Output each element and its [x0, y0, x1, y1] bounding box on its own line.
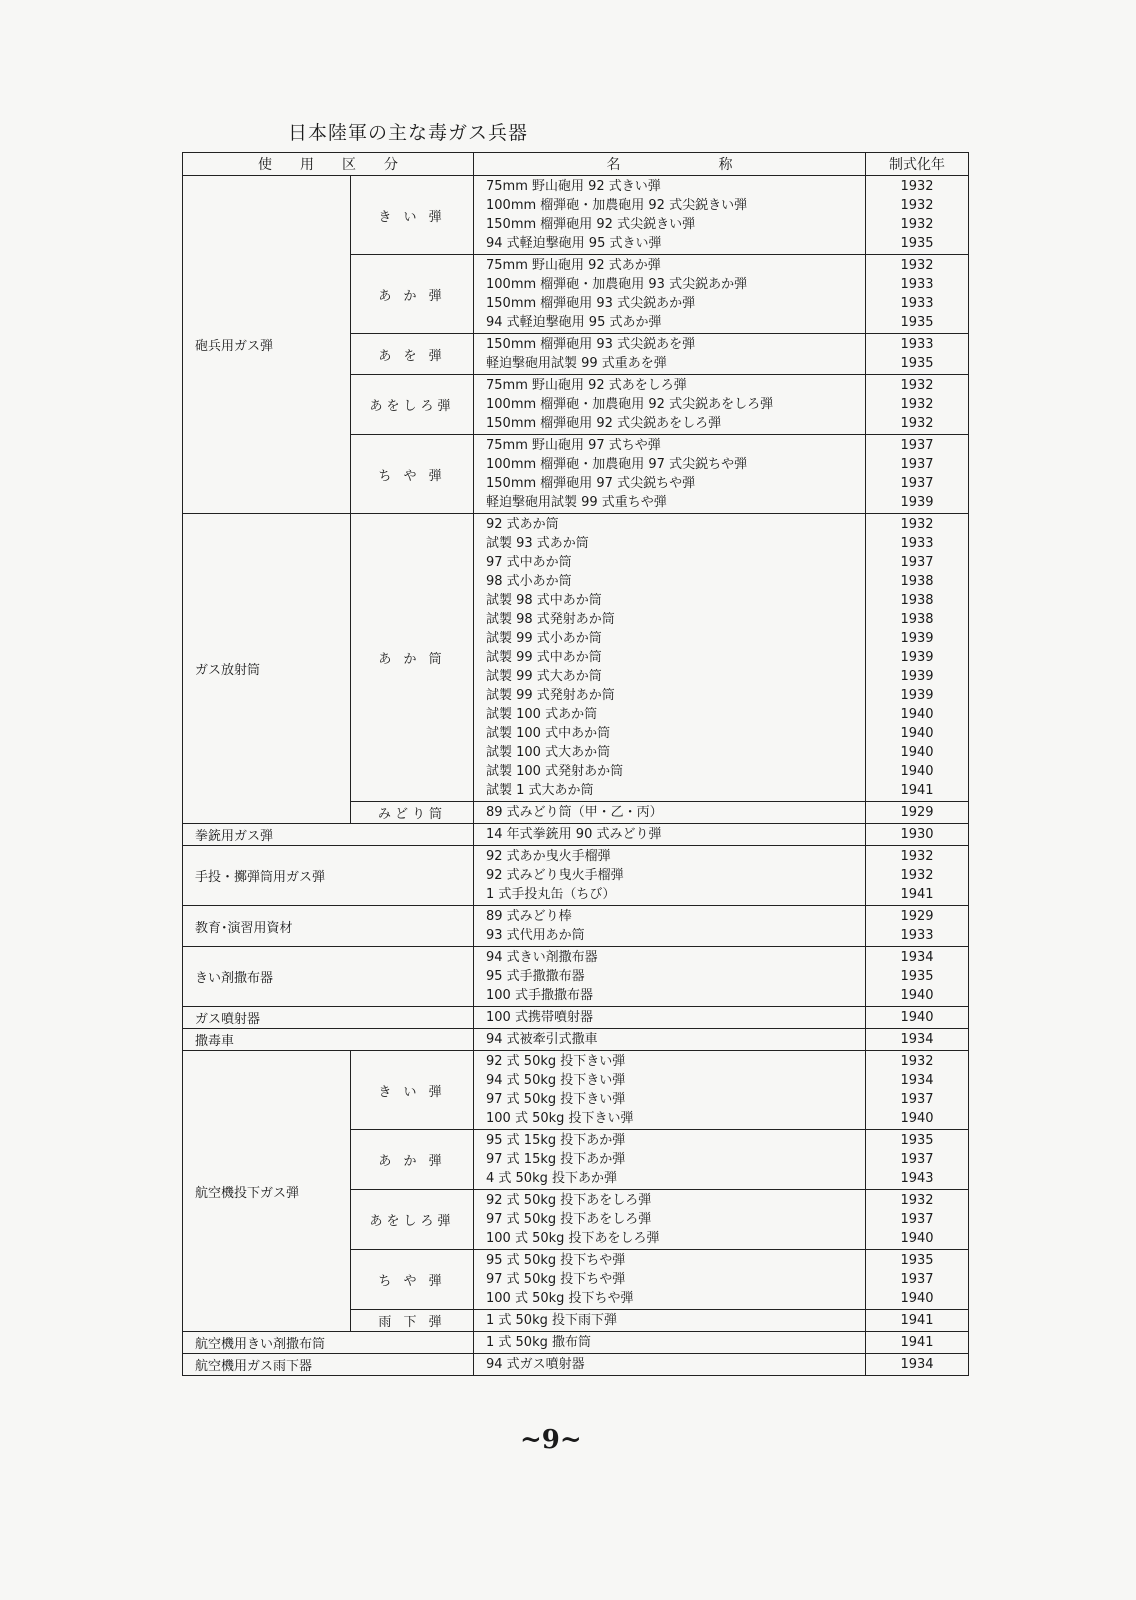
adoption-year: 1933	[900, 277, 934, 292]
weapon-names-cell	[474, 846, 866, 906]
weapon-name: 89 式みどり筒（甲・乙・丙）	[486, 805, 663, 820]
adoption-year: 1933	[900, 536, 934, 551]
weapons-table-container	[182, 152, 969, 1376]
years-cell	[866, 435, 969, 514]
weapon-names-cell	[474, 1029, 866, 1051]
weapon-names-cell	[474, 1051, 866, 1130]
years-cell	[866, 906, 969, 947]
adoption-year: 1932	[900, 258, 934, 273]
adoption-year: 1937	[900, 1272, 934, 1287]
weapon-name: 100 式 50kg 投下きい弾	[486, 1111, 634, 1126]
years-cell	[866, 802, 969, 824]
years-cell	[866, 1051, 969, 1130]
weapon-names-cell	[474, 1310, 866, 1332]
weapon-name: 試製 100 式中あか筒	[486, 726, 611, 741]
adoption-year: 1940	[900, 1231, 934, 1246]
years-cell	[866, 1354, 969, 1376]
weapon-name: 94 式ガス噴射器	[486, 1357, 585, 1372]
header-name: 名 称	[474, 153, 866, 176]
weapon-name: 1 式手投丸缶（ちび）	[486, 887, 616, 902]
weapon-names-cell	[474, 1354, 866, 1376]
weapon-name: 試製 100 式大あか筒	[486, 745, 611, 760]
adoption-year: 1940	[900, 1291, 934, 1306]
adoption-year: 1929	[900, 909, 934, 924]
subcategory-cell: あ か 弾	[351, 255, 474, 334]
weapon-names-cell	[474, 947, 866, 1007]
years-cell	[866, 514, 969, 802]
weapon-name: 89 式みどり棒	[486, 909, 572, 924]
subcategory-cell: あ か 筒	[351, 514, 474, 802]
weapon-name: 試製 98 式中あか筒	[486, 593, 602, 608]
adoption-year: 1932	[900, 849, 934, 864]
years-cell	[866, 1310, 969, 1332]
weapon-name: 試製 99 式小あか筒	[486, 631, 602, 646]
adoption-year: 1933	[900, 928, 934, 943]
adoption-year: 1932	[900, 397, 934, 412]
table-row	[183, 1007, 969, 1029]
table-row	[183, 846, 969, 906]
adoption-year: 1937	[900, 476, 934, 491]
weapon-name: 150mm 榴弾砲用 92 式尖鋭あをしろ弾	[486, 416, 722, 431]
weapon-name: 14 年式拳銃用 90 式みどり弾	[486, 827, 662, 842]
years-cell	[866, 947, 969, 1007]
years-cell	[866, 1332, 969, 1354]
years-cell	[866, 1250, 969, 1310]
adoption-year: 1935	[900, 315, 934, 330]
adoption-year: 1941	[900, 1335, 934, 1350]
weapon-name: 100 式携帯噴射器	[486, 1010, 593, 1025]
adoption-year: 1937	[900, 1212, 934, 1227]
weapon-name: 97 式 15kg 投下あか弾	[486, 1152, 626, 1167]
adoption-year: 1932	[900, 217, 934, 232]
adoption-year: 1940	[900, 707, 934, 722]
subcategory-cell: みどり筒	[351, 802, 474, 824]
weapon-name: 150mm 榴弾砲用 92 式尖鋭きい弾	[486, 217, 696, 232]
subcategory-cell: あをしろ弾	[351, 1190, 474, 1250]
weapon-names-cell	[474, 906, 866, 947]
category-cell: きい剤撒布器	[183, 947, 474, 1007]
adoption-year: 1937	[900, 457, 934, 472]
page-title: 日本陸軍の主な毒ガス兵器	[288, 122, 529, 144]
weapon-name: 4 式 50kg 投下あか弾	[486, 1171, 617, 1186]
weapon-names-cell	[474, 255, 866, 334]
table-row	[183, 1354, 969, 1376]
weapon-name: 100mm 榴弾砲・加農砲用 93 式尖鋭あか弾	[486, 277, 748, 292]
adoption-year: 1933	[900, 296, 934, 311]
category-cell: 撒毒車	[183, 1029, 474, 1051]
weapon-name: 試製 93 式あか筒	[486, 536, 589, 551]
years-cell	[866, 375, 969, 435]
category-cell: 航空機用ガス雨下器	[183, 1354, 474, 1376]
adoption-year: 1938	[900, 593, 934, 608]
adoption-year: 1935	[900, 969, 934, 984]
table-row	[183, 906, 969, 947]
adoption-year: 1938	[900, 612, 934, 627]
subcategory-cell: ち や 弾	[351, 1250, 474, 1310]
subcategory-cell: あ を 弾	[351, 334, 474, 375]
years-cell	[866, 1029, 969, 1051]
weapon-name: 95 式 50kg 投下ちや弾	[486, 1253, 626, 1268]
table-header-row	[183, 153, 969, 176]
weapon-name: 試製 1 式大あか筒	[486, 783, 594, 798]
weapon-name: 94 式軽迫撃砲用 95 式きい弾	[486, 236, 662, 251]
weapon-name: 100 式手撒撒布器	[486, 988, 593, 1003]
adoption-year: 1937	[900, 438, 934, 453]
weapon-name: 94 式きい剤撒布器	[486, 950, 598, 965]
adoption-year: 1939	[900, 631, 934, 646]
adoption-year: 1935	[900, 236, 934, 251]
weapon-name: 100 式 50kg 投下あをしろ弾	[486, 1231, 660, 1246]
adoption-year: 1934	[900, 1073, 934, 1088]
weapon-name: 92 式 50kg 投下あをしろ弾	[486, 1193, 652, 1208]
category-cell: 手投・擲弾筒用ガス弾	[183, 846, 474, 906]
weapon-names-cell	[474, 375, 866, 435]
weapon-name: 75mm 野山砲用 92 式あをしろ弾	[486, 378, 687, 393]
table-row	[183, 947, 969, 1007]
years-cell	[866, 1007, 969, 1029]
weapon-name: 試製 99 式中あか筒	[486, 650, 602, 665]
weapon-names-cell	[474, 1130, 866, 1190]
table-row	[183, 1051, 969, 1130]
category-cell: 教育･演習用資材	[183, 906, 474, 947]
adoption-year: 1934	[900, 950, 934, 965]
weapon-name: 100mm 榴弾砲・加農砲用 92 式尖鋭あをしろ弾	[486, 397, 774, 412]
adoption-year: 1940	[900, 745, 934, 760]
table-row	[183, 1029, 969, 1051]
adoption-year: 1932	[900, 416, 934, 431]
weapon-name: 94 式軽迫撃砲用 95 式あか弾	[486, 315, 662, 330]
adoption-year: 1937	[900, 555, 934, 570]
adoption-year: 1940	[900, 1010, 934, 1025]
subcategory-cell: あ か 弾	[351, 1130, 474, 1190]
adoption-year: 1941	[900, 783, 934, 798]
weapon-name: 試製 100 式あか筒	[486, 707, 598, 722]
weapons-table	[182, 152, 969, 1376]
subcategory-cell: ち や 弾	[351, 435, 474, 514]
years-cell	[866, 1190, 969, 1250]
adoption-year: 1939	[900, 669, 934, 684]
weapon-name: 92 式 50kg 投下きい弾	[486, 1054, 626, 1069]
weapon-names-cell	[474, 1250, 866, 1310]
weapon-names-cell	[474, 824, 866, 846]
weapon-name: 1 式 50kg 投下雨下弾	[486, 1313, 617, 1328]
weapon-name: 100mm 榴弾砲・加農砲用 97 式尖鋭ちや弾	[486, 457, 748, 472]
page-number: ~9~	[520, 1425, 582, 1455]
weapon-names-cell	[474, 176, 866, 255]
weapon-name: 1 式 50kg 撒布筒	[486, 1335, 591, 1350]
weapon-name: 94 式 50kg 投下きい弾	[486, 1073, 626, 1088]
adoption-year: 1940	[900, 726, 934, 741]
adoption-year: 1937	[900, 1152, 934, 1167]
adoption-year: 1933	[900, 337, 934, 352]
adoption-year: 1938	[900, 574, 934, 589]
weapon-names-cell	[474, 435, 866, 514]
table-row	[183, 824, 969, 846]
adoption-year: 1935	[900, 1253, 934, 1268]
weapon-name: 92 式あか筒	[486, 517, 559, 532]
table-row	[183, 1332, 969, 1354]
weapon-name: 試製 100 式発射あか筒	[486, 764, 624, 779]
weapon-names-cell	[474, 1190, 866, 1250]
subcategory-cell: き い 弾	[351, 176, 474, 255]
years-cell	[866, 334, 969, 375]
adoption-year: 1940	[900, 1111, 934, 1126]
adoption-year: 1939	[900, 688, 934, 703]
weapon-name: 92 式みどり曳火手榴弾	[486, 868, 624, 883]
adoption-year: 1932	[900, 1193, 934, 1208]
weapon-name: 75mm 野山砲用 92 式きい弾	[486, 179, 661, 194]
subcategory-cell: き い 弾	[351, 1051, 474, 1130]
weapon-name: 92 式あか曳火手榴弾	[486, 849, 611, 864]
weapon-name: 75mm 野山砲用 92 式あか弾	[486, 258, 661, 273]
adoption-year: 1935	[900, 356, 934, 371]
weapon-name: 軽迫撃砲用試製 99 式重ちや弾	[486, 495, 667, 510]
adoption-year: 1940	[900, 988, 934, 1003]
adoption-year: 1943	[900, 1171, 934, 1186]
weapon-name: 100 式 50kg 投下ちや弾	[486, 1291, 634, 1306]
adoption-year: 1937	[900, 1092, 934, 1107]
adoption-year: 1940	[900, 764, 934, 779]
category-cell: 砲兵用ガス弾	[183, 176, 351, 514]
weapon-name: 97 式中あか筒	[486, 555, 572, 570]
category-cell: ガス噴射器	[183, 1007, 474, 1029]
adoption-year: 1939	[900, 495, 934, 510]
category-cell: 航空機用きい剤撒布筒	[183, 1332, 474, 1354]
adoption-year: 1939	[900, 650, 934, 665]
adoption-year: 1930	[900, 827, 934, 842]
weapon-names-cell	[474, 1007, 866, 1029]
weapon-name: 97 式 50kg 投下あをしろ弾	[486, 1212, 652, 1227]
adoption-year: 1932	[900, 198, 934, 213]
weapon-names-cell	[474, 802, 866, 824]
years-cell	[866, 255, 969, 334]
adoption-year: 1935	[900, 1133, 934, 1148]
weapon-name: 97 式 50kg 投下ちや弾	[486, 1272, 626, 1287]
adoption-year: 1932	[900, 179, 934, 194]
category-cell: 拳銃用ガス弾	[183, 824, 474, 846]
table-row	[183, 176, 969, 255]
category-cell: ガス放射筒	[183, 514, 351, 824]
years-cell	[866, 846, 969, 906]
weapon-name: 150mm 榴弾砲用 97 式尖鋭ちや弾	[486, 476, 696, 491]
weapon-name: 97 式 50kg 投下きい弾	[486, 1092, 626, 1107]
weapon-name: 100mm 榴弾砲・加農砲用 92 式尖鋭きい弾	[486, 198, 748, 213]
adoption-year: 1929	[900, 805, 934, 820]
adoption-year: 1932	[900, 868, 934, 883]
weapon-name: 95 式 15kg 投下あか弾	[486, 1133, 626, 1148]
header-year: 制式化年	[866, 153, 969, 176]
weapon-name: 94 式被牽引式撒車	[486, 1032, 598, 1047]
adoption-year: 1934	[900, 1357, 934, 1372]
adoption-year: 1932	[900, 517, 934, 532]
header-category: 使 用 区 分	[183, 153, 474, 176]
weapon-name: 95 式手撒撒布器	[486, 969, 585, 984]
adoption-year: 1932	[900, 1054, 934, 1069]
weapon-names-cell	[474, 514, 866, 802]
weapon-name: 試製 98 式発射あか筒	[486, 612, 615, 627]
adoption-year: 1941	[900, 887, 934, 902]
adoption-year: 1934	[900, 1032, 934, 1047]
table-row	[183, 514, 969, 802]
years-cell	[866, 176, 969, 255]
weapon-names-cell	[474, 334, 866, 375]
weapon-name: 150mm 榴弾砲用 93 式尖鋭あを弾	[486, 337, 696, 352]
weapon-name: 150mm 榴弾砲用 93 式尖鋭あか弾	[486, 296, 696, 311]
weapon-name: 93 式代用あか筒	[486, 928, 585, 943]
weapon-name: 98 式小あか筒	[486, 574, 572, 589]
subcategory-cell: 雨 下 弾	[351, 1310, 474, 1332]
weapon-name: 軽迫撃砲用試製 99 式重あを弾	[486, 356, 667, 371]
weapon-name: 試製 99 式発射あか筒	[486, 688, 615, 703]
table-body	[183, 176, 969, 1376]
years-cell	[866, 824, 969, 846]
adoption-year: 1932	[900, 378, 934, 393]
weapon-names-cell	[474, 1332, 866, 1354]
adoption-year: 1941	[900, 1313, 934, 1328]
weapon-name: 試製 99 式大あか筒	[486, 669, 602, 684]
weapon-name: 75mm 野山砲用 97 式ちや弾	[486, 438, 661, 453]
subcategory-cell: あをしろ弾	[351, 375, 474, 435]
category-cell: 航空機投下ガス弾	[183, 1051, 351, 1332]
years-cell	[866, 1130, 969, 1190]
